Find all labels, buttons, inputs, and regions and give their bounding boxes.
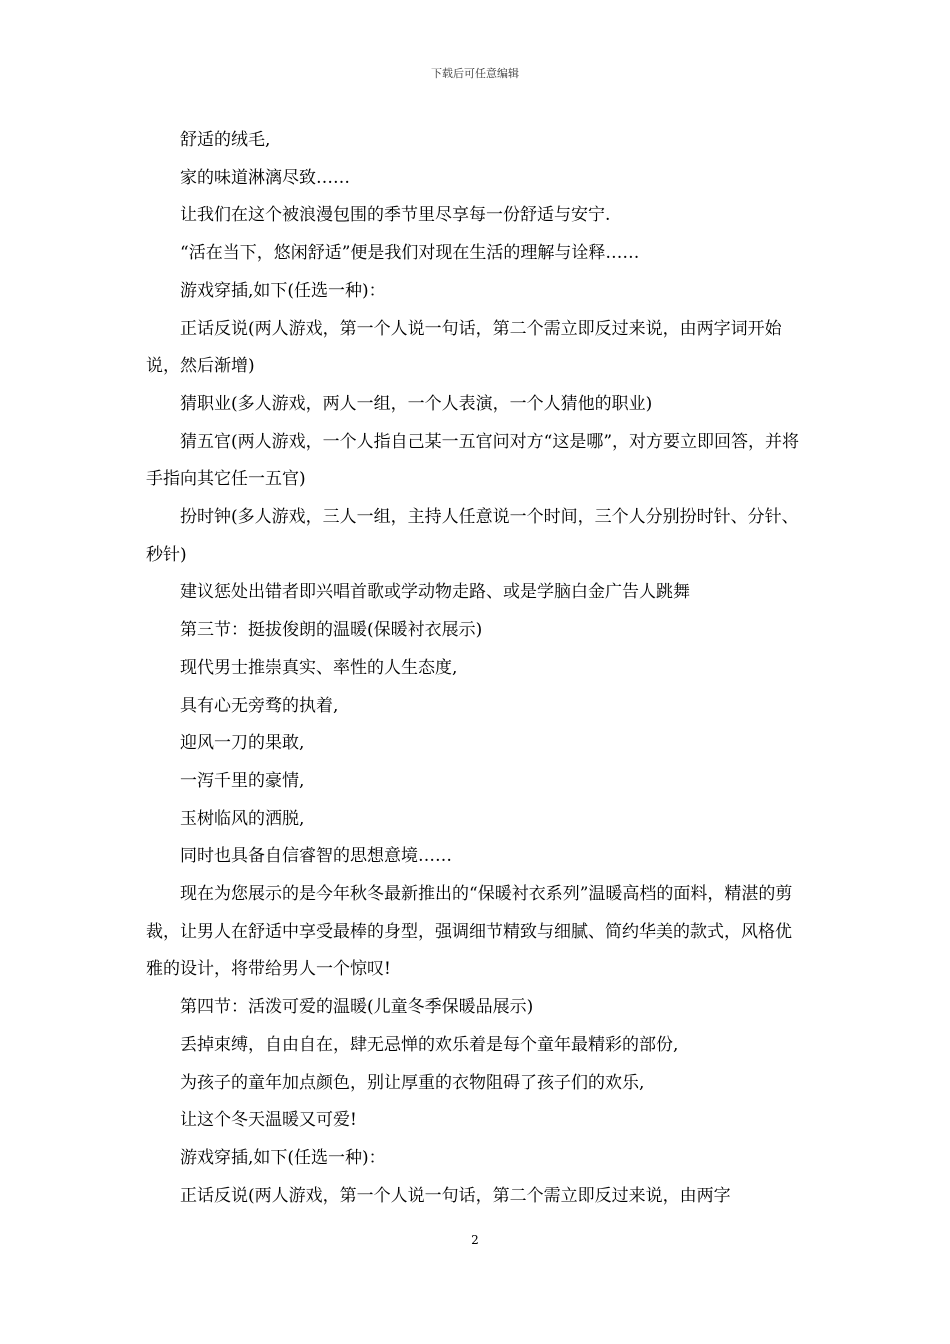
- paragraph: 游戏穿插,如下(任选一种)：: [180, 280, 386, 301]
- section-heading: 第四节：活泼可爱的温暖(儿童冬季保暖品展示): [180, 997, 534, 1018]
- paragraph: 正话反说(两人游戏，第一个人说一句话，第二个需立即反过来说，由两字: [180, 1185, 731, 1206]
- paragraph: 一泻千里的豪情,: [180, 770, 305, 791]
- page-header: 下载后可任意编辑: [431, 67, 519, 80]
- section-heading: 第三节：挺拔俊朗的温暖(保暖衬衣展示): [180, 620, 483, 641]
- paragraph: 猜五官(两人游戏，一个人指自己某一五官问对方“这是哪”，对方要立即回答，并将手指向其它任一五官): [146, 431, 800, 490]
- paragraph: 建议惩处出错者即兴唱首歌或学动物走路、或是学脑白金广告人跳舞: [180, 582, 690, 603]
- paragraph: 同时也具备自信睿智的思想意境……: [180, 846, 452, 867]
- paragraph: 游戏穿插,如下(任选一种)：: [180, 1147, 386, 1168]
- paragraph: 玉树临风的洒脱,: [180, 808, 305, 829]
- paragraph: 迎风一刀的果敢,: [180, 733, 305, 754]
- paragraph: 现代男士推崇真实、率性的人生态度,: [180, 657, 458, 678]
- paragraph: 猜职业(多人游戏，两人一组，一个人表演，一个人猜他的职业): [180, 393, 653, 414]
- paragraph: 丢掉束缚，自由自在，肆无忌惮的欢乐着是每个童年最精彩的部份,: [180, 1034, 679, 1055]
- paragraph: 让我们在这个被浪漫包围的季节里尽享每一份舒适与安宁.: [180, 205, 611, 226]
- paragraph: 舒适的绒毛,: [180, 130, 271, 150]
- paragraph: 正话反说(两人游戏，第一个人说一句话，第二个需立即反过来说，由两字词开始说，然后渐增): [146, 318, 782, 377]
- paragraph: 为孩子的童年加点颜色，别让厚重的衣物阻碍了孩子们的欢乐,: [180, 1072, 645, 1093]
- page-number: 2: [471, 1233, 479, 1247]
- paragraph: 现在为您展示的是今年秋冬最新推出的“保暖衬衣系列”温暖高档的面料，精湛的剪裁，让男人在舒适中享受最棒的身型，强调细节精致与细腻、简约华美的款式，风格优雅的设计，将带给男人一个惊叹!: [146, 884, 793, 980]
- paragraph: 扮时钟(多人游戏，三人一组，主持人任意说一个时间，三个人分别扮时针、分针、秒针): [146, 507, 799, 565]
- paragraph: 家的味道淋漓尽致……: [180, 167, 350, 188]
- paragraph: “活在当下，悠闲舒适”便是我们对现在生活的理解与诠释……: [180, 243, 640, 264]
- document-body: [146, 122, 806, 1215]
- paragraph: 让这个冬天温暖又可爱!: [180, 1110, 357, 1131]
- paragraph: 具有心无旁骛的执着,: [180, 695, 339, 716]
